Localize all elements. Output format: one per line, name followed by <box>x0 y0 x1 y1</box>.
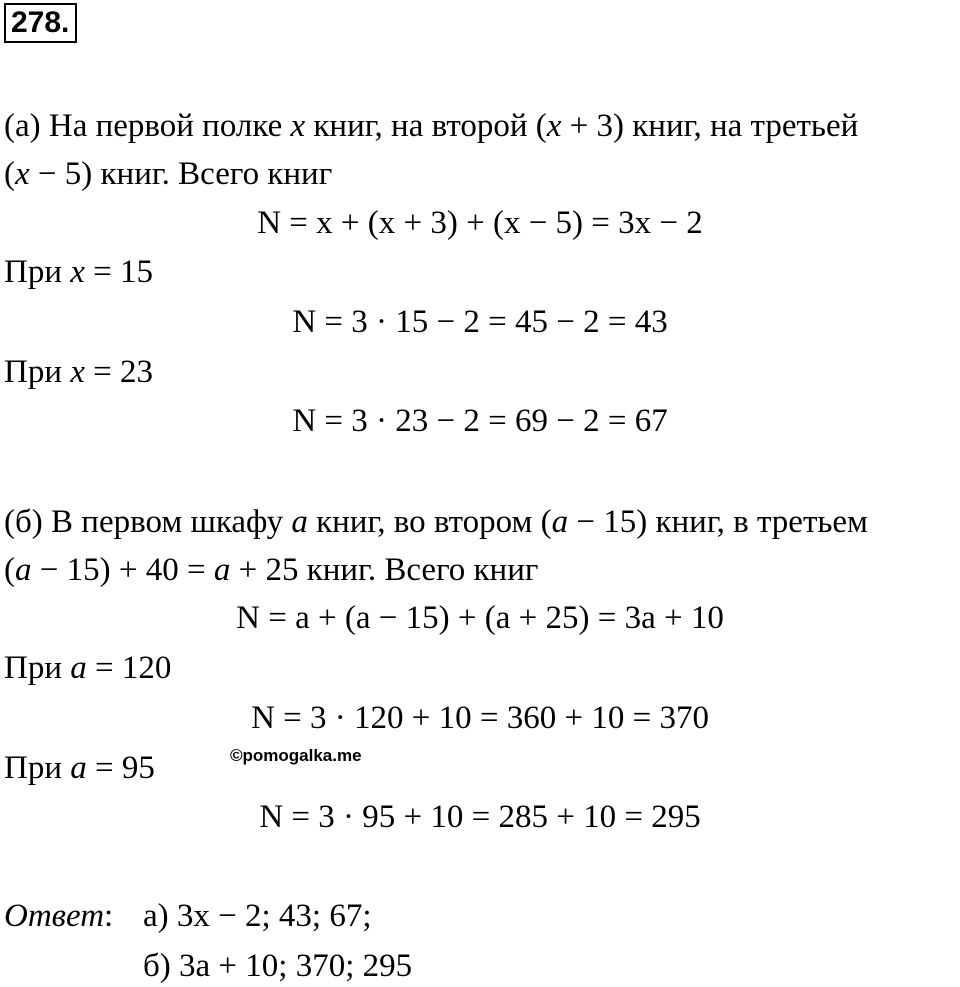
part-a-case-2-label <box>4 352 153 392</box>
variable-x: x <box>546 108 562 144</box>
text: − 15) + 40 = <box>31 552 214 588</box>
answer-line-a: а) 3x − 2; 43; 67; <box>143 898 372 934</box>
part-b-formula: N = a + (a − 15) + (a + 25) = 3a + 10 <box>236 600 724 636</box>
variable-x: x <box>70 254 85 290</box>
text: + 3) книг, на третьей <box>561 108 859 144</box>
text: При <box>4 354 71 390</box>
part-b-line-2 <box>4 550 538 590</box>
text: : <box>104 898 114 934</box>
part-a-case-1-label <box>4 252 153 292</box>
variable-a: a <box>551 504 569 540</box>
text: При <box>4 254 71 290</box>
part-b-case-1-label <box>4 648 171 688</box>
text: − 15) книг, в третьем <box>568 504 868 540</box>
text: = 95 <box>86 750 155 786</box>
part-b-case-2-label <box>4 748 155 788</box>
variable-a: a <box>70 650 87 686</box>
text: − 5) книг. Всего книг <box>29 156 333 192</box>
part-b-case-2-formula: N = 3 · 95 + 10 = 285 + 10 = 295 <box>259 799 701 835</box>
variable-x: x <box>290 108 306 144</box>
text: При <box>4 750 71 786</box>
variable-a: a <box>15 552 32 588</box>
text: При <box>4 650 71 686</box>
text: книг, во втором ( <box>307 504 552 540</box>
part-a-case-2-formula: N = 3 · 23 − 2 = 69 − 2 = 67 <box>292 403 668 439</box>
text: + 25 книг. Всего книг <box>230 552 539 588</box>
part-a-line-1 <box>4 106 858 146</box>
answer-word: Ответ <box>4 898 105 934</box>
variable-a: a <box>291 504 308 540</box>
variable-x: x <box>15 156 30 192</box>
part-a-case-1-formula: N = 3 · 15 − 2 = 45 − 2 = 43 <box>292 304 668 340</box>
part-a-line-2 <box>4 154 332 194</box>
watermark-link: ©pomogalka.me <box>230 746 362 765</box>
text: книг, на второй ( <box>305 108 547 144</box>
text: (б) В первом шкафу <box>4 504 292 540</box>
answer-label <box>4 896 113 936</box>
text: ( <box>4 552 15 588</box>
answer-line-b: б) 3a + 10; 370; 295 <box>143 948 413 984</box>
text: = 23 <box>84 354 154 390</box>
text: (а) На первой полке <box>4 108 291 144</box>
part-a-formula: N = x + (x + 3) + (x − 5) = 3x − 2 <box>257 205 703 241</box>
part-b-line-1 <box>4 502 868 542</box>
text: = 15 <box>84 254 154 290</box>
part-b-case-1-formula: N = 3 · 120 + 10 = 360 + 10 = 370 <box>251 700 709 736</box>
variable-x: x <box>70 354 85 390</box>
text: ( <box>4 156 15 192</box>
text: = 120 <box>86 650 172 686</box>
variable-a: a <box>70 750 87 786</box>
problem-number: 278. <box>4 3 77 43</box>
variable-a: a <box>213 552 231 588</box>
